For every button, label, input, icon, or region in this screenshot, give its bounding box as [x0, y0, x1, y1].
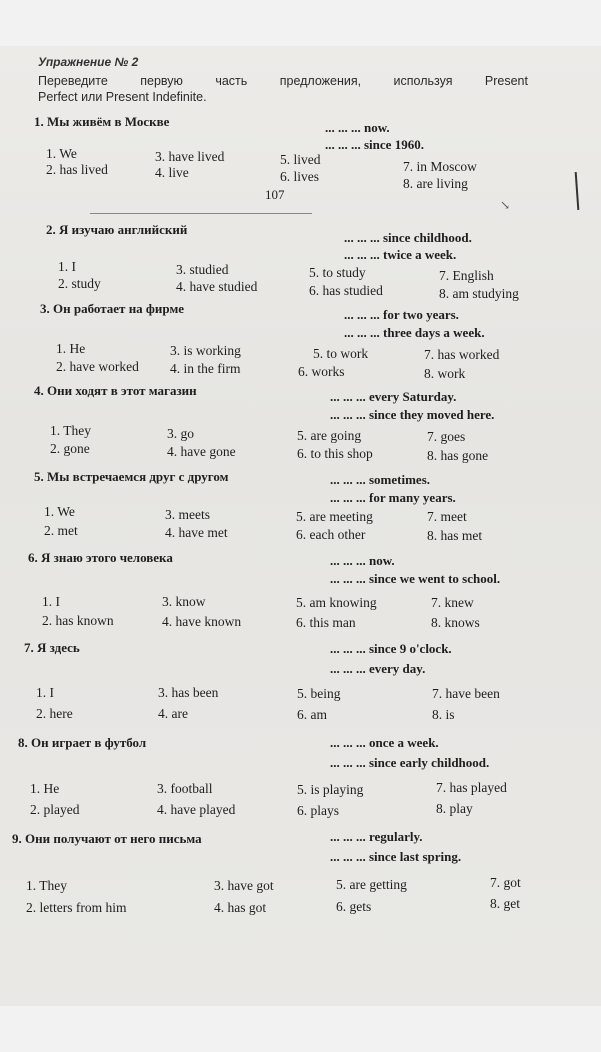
task-7-option: 5. being: [297, 686, 341, 701]
task-1-option: 1. We: [46, 146, 77, 161]
task-7-option: 6. am: [297, 707, 327, 722]
task-8-option: 5. is playing: [297, 782, 364, 797]
task-2-option: 7. English: [439, 268, 494, 283]
task-3-completion-2: ... ... ... three days a week.: [344, 325, 485, 340]
task-3-option: 3. is working: [170, 343, 241, 358]
task-9-sentence: 9. Они получают от него письма: [12, 831, 202, 846]
task-6-option: 1. I: [42, 594, 60, 609]
task-9-option: 1. They: [26, 878, 67, 893]
task-2-option: 8. am studying: [439, 286, 519, 301]
task-8-option: 7. has played: [436, 780, 507, 795]
instruction-line-1: Переведите первую часть предложения, используя Present: [38, 74, 528, 88]
task-7-completion-1: ... ... ... since 9 o'clock.: [330, 641, 452, 656]
task-9-option: 2. letters from him: [26, 900, 127, 915]
worksheet-page: [0, 46, 601, 1006]
task-1-sentence: 1. Мы живём в Москве: [34, 114, 170, 129]
task-8-option: 1. He: [30, 781, 60, 796]
task-8-option: 4. have played: [157, 802, 236, 817]
task-3-option: 8. work: [424, 366, 466, 381]
task-3-option: 6. works: [298, 364, 345, 379]
task-5-option: 1. We: [44, 504, 75, 519]
task-7-option: 1. I: [36, 685, 54, 700]
task-8-option: 6. plays: [297, 803, 339, 818]
page-number: 107: [265, 187, 285, 202]
task-7-sentence: 7. Я здесь: [24, 640, 80, 655]
exercise-title: Упражнение № 2: [38, 55, 139, 69]
task-4-completion-2: ... ... ... since they moved here.: [330, 407, 495, 422]
task-3-option: 5. to work: [313, 346, 369, 361]
task-2-option: 5. to study: [309, 265, 366, 280]
task-9-option: 6. gets: [336, 899, 372, 914]
task-8-option: 8. play: [436, 801, 473, 816]
task-2-completion-2: ... ... ... twice a week.: [344, 247, 457, 262]
task-7-option: 4. are: [158, 706, 188, 721]
task-1-option: 7. in Moscow: [403, 159, 477, 174]
task-9-option: 7. got: [490, 875, 521, 890]
task-8-completion-1: ... ... ... once a week.: [330, 735, 439, 750]
task-2-option: 2. study: [58, 276, 101, 291]
task-5-option: 3. meets: [165, 507, 210, 522]
task-4-option: 3. go: [167, 426, 194, 441]
task-9-option: 3. have got: [214, 878, 274, 893]
task-3-sentence: 3. Он работает на фирме: [40, 301, 185, 316]
task-1-completion-1: ... ... ... now.: [325, 120, 390, 135]
pen-stroke-mark: [575, 172, 580, 210]
task-5-option: 8. has met: [427, 528, 483, 543]
task-2-option: 3. studied: [176, 262, 229, 277]
task-3-completion-1: ... ... ... for two years.: [344, 307, 459, 322]
task-2-sentence: 2. Я изучаю английский: [46, 222, 188, 237]
task-8-sentence: 8. Он играет в футбол: [18, 735, 147, 750]
task-4-option: 7. goes: [427, 429, 466, 444]
bottom-bar: [0, 1006, 601, 1052]
task-4-completion-1: ... ... ... every Saturday.: [330, 389, 457, 404]
task-5-option: 4. have met: [165, 525, 228, 540]
task-2-completion-1: ... ... ... since childhood.: [344, 230, 472, 245]
task-5-option: 6. each other: [296, 527, 366, 542]
task-9-option: 4. has got: [214, 900, 267, 915]
task-6-option: 5. am knowing: [296, 595, 377, 610]
task-1-option: 3. have lived: [155, 149, 225, 164]
task-1-option: 4. live: [155, 165, 189, 180]
task-6-option: 4. have known: [162, 614, 242, 629]
task-8-option: 3. football: [157, 781, 213, 796]
task-5-completion-2: ... ... ... for many years.: [330, 490, 456, 505]
task-5-sentence: 5. Мы встречаемся друг с другом: [34, 469, 229, 484]
task-4-option: 8. has gone: [427, 448, 489, 463]
task-5-option: 7. meet: [427, 509, 467, 524]
task-8-option: 2. played: [30, 802, 80, 817]
task-1-option: 6. lives: [280, 169, 319, 184]
task-7-completion-2: ... ... ... every day.: [330, 661, 426, 676]
task-3-option: 7. has worked: [424, 347, 500, 362]
task-4-option: 1. They: [50, 423, 91, 438]
exercise-header: [38, 55, 528, 105]
task-4-option: 5. are going: [297, 428, 362, 443]
task-4-option: 2. gone: [50, 441, 90, 456]
task-6-option: 6. this man: [296, 615, 356, 630]
task-4-sentence: 4. Они ходят в этот магазин: [34, 383, 197, 398]
task-6-sentence: 6. Я знаю этого человека: [28, 550, 173, 565]
task-7-option: 7. have been: [432, 686, 500, 701]
task-9-completion-1: ... ... ... regularly.: [330, 829, 423, 844]
top-bar: [0, 0, 601, 46]
task-5-option: 2. met: [44, 523, 78, 538]
task-1-completion-2: ... ... ... since 1960.: [325, 137, 424, 152]
task-4-option: 6. to this shop: [297, 446, 373, 461]
task-9-option: 5. are getting: [336, 877, 407, 892]
task-7-option: 8. is: [432, 707, 455, 722]
page-divider: [90, 213, 312, 214]
task-3-option: 1. He: [56, 341, 86, 356]
task-7-option: 2. here: [36, 706, 73, 721]
task-5-option: 5. are meeting: [296, 509, 373, 524]
task-4-option: 4. have gone: [167, 444, 236, 459]
task-3-option: 2. have worked: [56, 359, 139, 374]
task-8-completion-2: ... ... ... since early childhood.: [330, 755, 490, 770]
task-3-option: 4. in the firm: [170, 361, 241, 376]
task-1-option: 5. lived: [280, 152, 321, 167]
task-5-completion-1: ... ... ... sometimes.: [330, 472, 431, 487]
task-6-completion-2: ... ... ... since we went to school.: [330, 571, 501, 586]
task-2-option: 4. have studied: [176, 279, 258, 294]
task-6-completion-1: ... ... ... now.: [330, 553, 395, 568]
task-9-completion-2: ... ... ... since last spring.: [330, 849, 462, 864]
task-1-option: 8. are living: [403, 176, 468, 191]
pen-tick-mark: ↘: [500, 198, 511, 212]
task-6-option: 3. know: [162, 594, 206, 609]
task-7-option: 3. has been: [158, 685, 219, 700]
task-2-option: 6. has studied: [309, 283, 383, 298]
task-2-option: 1. I: [58, 259, 76, 274]
task-6-option: 7. knew: [431, 595, 474, 610]
task-6-option: 2. has known: [42, 613, 114, 628]
task-9-option: 8. get: [490, 896, 520, 911]
task-1-option: 2. has lived: [46, 162, 108, 177]
task-6-option: 8. knows: [431, 615, 480, 630]
instruction-line-2: Perfect или Present Indefinite.: [38, 90, 207, 104]
